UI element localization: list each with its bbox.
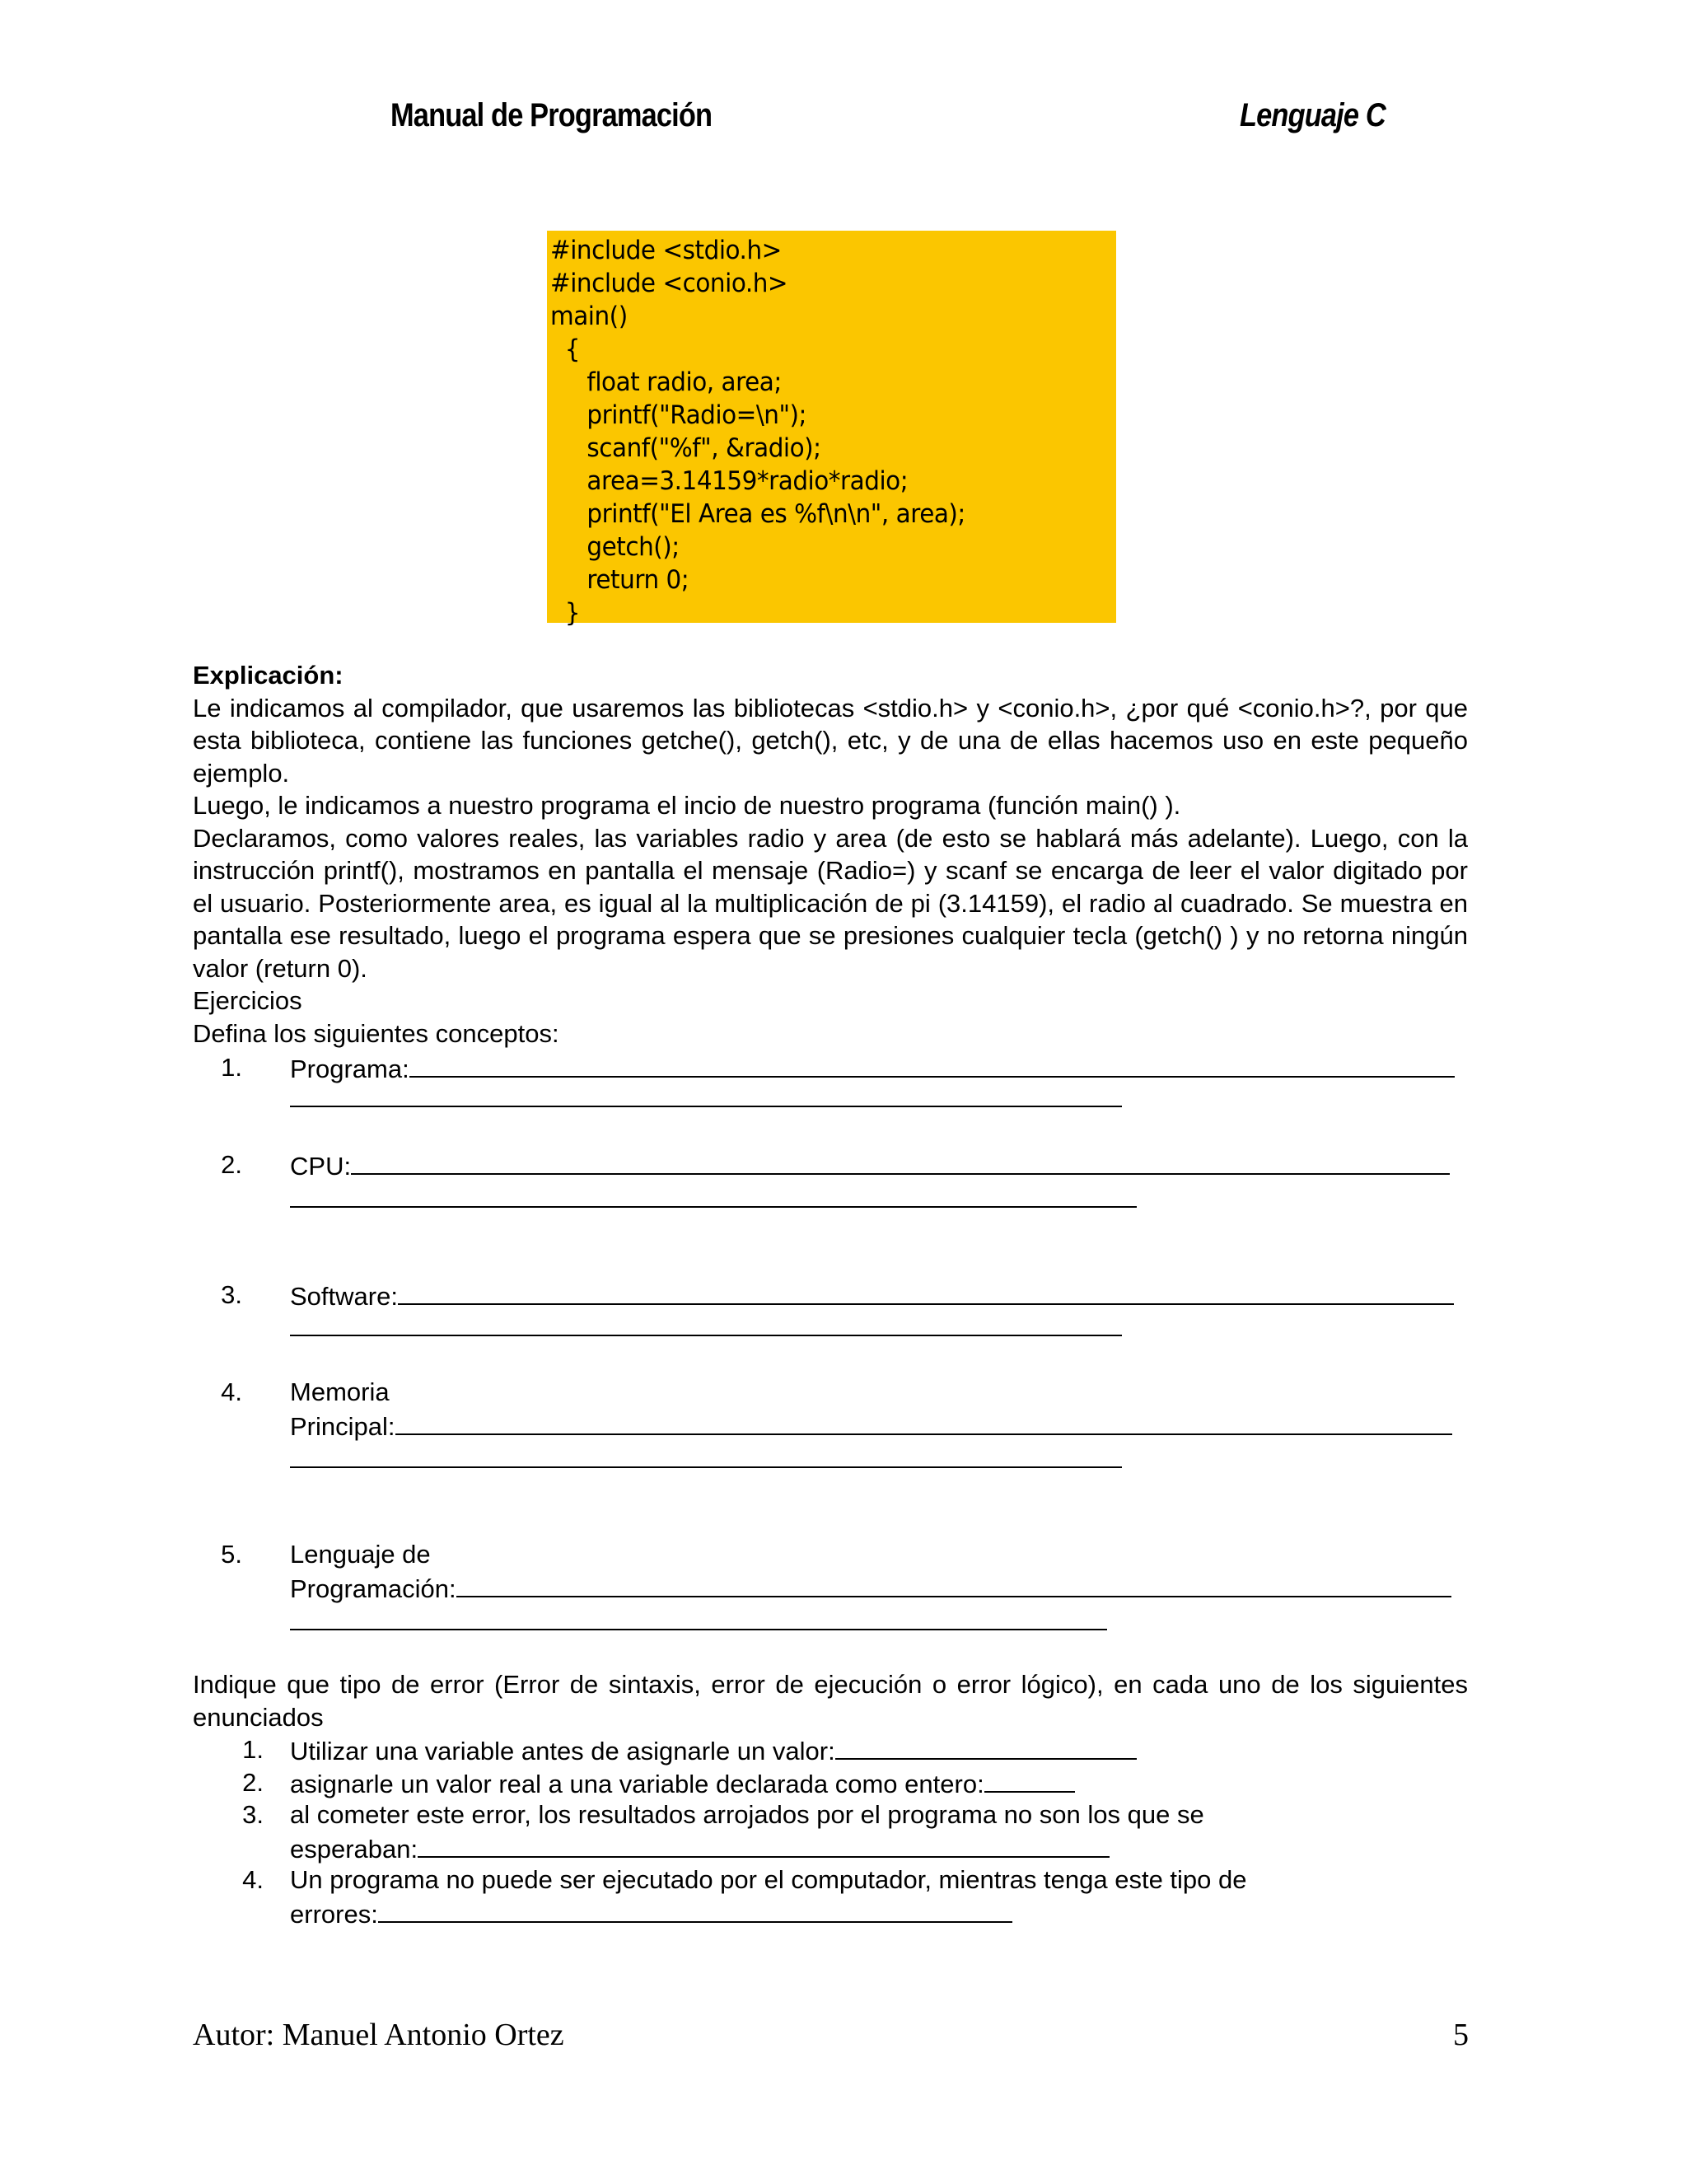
- answer-line[interactable]: [835, 1733, 1137, 1760]
- exercises-intro: Defina los siguientes conceptos:: [193, 1018, 559, 1048]
- answer-line[interactable]: [418, 1831, 1110, 1858]
- item-number: 4.: [221, 1377, 242, 1406]
- explanation-paragraph: Declaramos, como valores reales, las variables radio y area (de esto se hablará más adelante). Luego, con la instrucción printf(), mostramos en pantalla el mensaje (Radio=) y scanf se encarga de leer el valor digitado por el usuario. Posteriormente area, es igual al la multiplicación de pi (3.14159), el radio al cuadrado. Se muestra en pantalla ese resultado, luego el programa espera que se presiones cualquier tecla (getch() ) y no retorna ningún valor (return 0).: [193, 823, 1468, 983]
- item-number: 5.: [221, 1540, 242, 1569]
- code-line: area=3.14159*radio*radio;: [550, 466, 909, 496]
- explanation-paragraph: Le indicamos al compilador, que usaremos las bibliotecas <stdio.h> y <conio.h>, ¿por qué <conio.h>?, por que esta biblioteca, contiene las funciones getche(), getch(), etc, y de una de ellas hacemos uso en este pequeño ejemplo.: [193, 693, 1468, 788]
- code-line: float radio, area;: [550, 367, 782, 397]
- item-label: Programación:: [290, 1574, 456, 1603]
- code-line: #include <conio.h>: [550, 269, 788, 298]
- item-text: Utilizar una variable antes de asignarle un valor:: [290, 1737, 835, 1765]
- code-line: printf("Radio=\n");: [550, 400, 806, 430]
- item-text: Un programa no puede ser ejecutado por el computador, mientras tenga este tipo de: [290, 1865, 1247, 1894]
- code-line: main(): [550, 302, 628, 331]
- item-number: 2.: [221, 1150, 242, 1179]
- item-number: 3.: [221, 1280, 242, 1309]
- answer-line[interactable]: [398, 1279, 1454, 1305]
- page-number: 5: [1453, 2018, 1469, 2052]
- code-line: #include <stdio.h>: [550, 236, 782, 265]
- code-line: return 0;: [550, 565, 689, 595]
- code-line: {: [550, 334, 581, 364]
- item-label: CPU:: [290, 1152, 352, 1181]
- item-number: 3.: [242, 1800, 264, 1829]
- exercises-title: Ejercicios: [193, 986, 302, 1015]
- item-text: al cometer este error, los resultados arrojados por el programa no son los que se: [290, 1800, 1204, 1829]
- item-label-line: Memoria: [290, 1377, 390, 1406]
- answer-line[interactable]: [290, 1106, 1122, 1107]
- explanation-paragraph: Luego, le indicamos a nuestro programa el incio de nuestro programa (función main() ).: [193, 791, 1181, 820]
- item-label-line: Lenguaje de: [290, 1540, 431, 1569]
- answer-line[interactable]: [984, 1766, 1075, 1793]
- item-number: 1.: [242, 1735, 264, 1764]
- answer-line[interactable]: [378, 1896, 1012, 1923]
- explanation-heading: Explicación:: [193, 661, 343, 690]
- answer-line[interactable]: [456, 1571, 1451, 1597]
- answer-line[interactable]: [351, 1148, 1450, 1175]
- code-line: getch();: [550, 532, 680, 562]
- item-number: 2.: [242, 1767, 264, 1797]
- code-line: }: [550, 598, 581, 628]
- item-label: Programa:: [290, 1055, 409, 1083]
- footer-author: Autor: Manuel Antonio Ortez: [193, 2018, 564, 2052]
- code-block: [547, 231, 1116, 628]
- item-text: errores:: [290, 1899, 378, 1929]
- errors-intro-text: Indique que tipo de error (Error de sintaxis, error de ejecución o error lógico), en cada uno de los siguientes enunciados: [193, 1670, 1468, 1732]
- errors-list: [193, 1733, 1468, 1929]
- explanation-section: [193, 659, 1468, 1050]
- answer-line[interactable]: [290, 1335, 1122, 1336]
- code-line: scanf("%f", &radio);: [550, 433, 821, 463]
- item-text: esperaban:: [290, 1834, 418, 1864]
- errors-intro: [193, 1668, 1468, 1733]
- answer-line[interactable]: [409, 1051, 1455, 1078]
- item-text: asignarle un valor real a una variable declarada como entero:: [290, 1769, 984, 1798]
- code-line: printf("El Area es %f\n\n", area);: [550, 499, 965, 529]
- item-number: 1.: [221, 1053, 242, 1082]
- answer-line[interactable]: [290, 1206, 1137, 1208]
- answer-line[interactable]: [290, 1629, 1107, 1630]
- answer-line[interactable]: [395, 1409, 1452, 1435]
- item-label: Principal:: [290, 1411, 395, 1441]
- item-label: Software:: [290, 1282, 398, 1311]
- item-number: 4.: [242, 1865, 264, 1894]
- answer-line[interactable]: [290, 1466, 1122, 1468]
- header-subtitle: Lenguaje C: [1240, 97, 1386, 133]
- header-title: Manual de Programación: [390, 97, 713, 133]
